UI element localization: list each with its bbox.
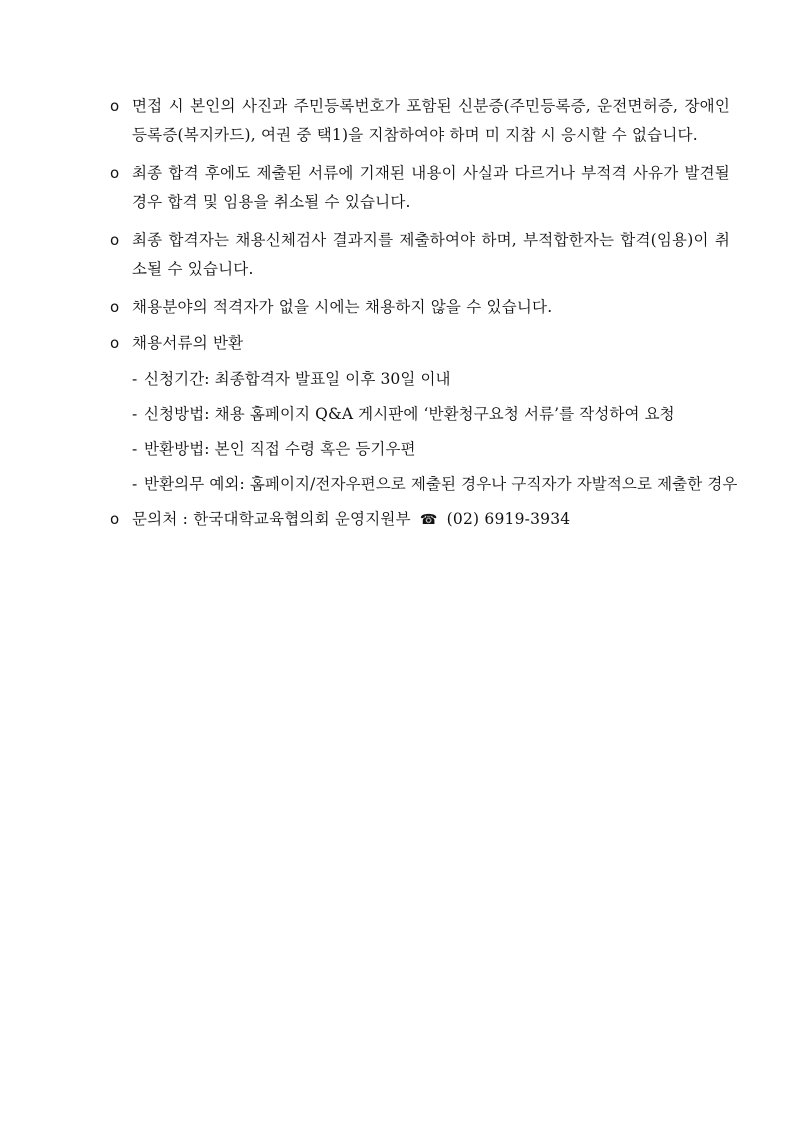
- contact-info: [110, 505, 730, 535]
- return-method: [110, 400, 730, 429]
- notice-list: [110, 92, 738, 544]
- bullet-marker: o: [110, 231, 120, 249]
- detail-text: 반환의무 예외: 홈페이지/전자우편으로 제출된 경우나 구직자가 자발적으로 제출한 경우: [144, 475, 738, 493]
- notice-text: 최종 합격자는 채용신체검사 결과지를 제출하여야 하며, 부적합한자는 합격(임용)이 취소될 수 있습니다.: [132, 231, 730, 278]
- bullet-marker: o: [110, 164, 120, 182]
- dash-marker: -: [132, 475, 138, 493]
- notice-item-document-verification: [110, 159, 730, 217]
- notice-text: 채용서류의 반환: [132, 334, 244, 352]
- notice-text: 면접 시 본인의 사진과 주민등록번호가 포함된 신분증(주민등록증, 운전면허증, 장애인등록증(복지카드), 여권 중 택1)을 지참하여야 하며 미 지참 시 응시할 수 없습니다.: [132, 97, 730, 144]
- detail-text: 신청기간: 최종합격자 발표일 이후 30일 이내: [144, 370, 451, 388]
- bullet-marker: o: [110, 97, 120, 115]
- notice-item-medical-check: [110, 226, 730, 284]
- document-return-details: [110, 365, 738, 499]
- detail-text: 신청방법: 채용 홈페이지 Q&A 게시판에 ‘반환청구요청 서류’를 작성하여 요청: [144, 405, 675, 423]
- return-delivery: [110, 435, 730, 464]
- notice-item-id-requirement: [110, 92, 730, 150]
- return-exception: [110, 470, 738, 499]
- notice-item-document-return: [110, 329, 730, 358]
- contact-phone: (02) 6919-3934: [446, 510, 571, 528]
- dash-marker: -: [132, 370, 138, 388]
- notice-item-no-hire: [110, 293, 730, 322]
- dash-marker: -: [132, 405, 138, 423]
- bullet-marker: o: [110, 298, 120, 316]
- bullet-marker: o: [110, 510, 120, 528]
- contact-label: 문의처 : 한국대학교육협의회 운영지원부: [132, 510, 411, 528]
- detail-text: 반환방법: 본인 직접 수령 혹은 등기우편: [144, 440, 416, 458]
- notice-text: 최종 합격 후에도 제출된 서류에 기재된 내용이 사실과 다르거나 부적격 사유가 발견될 경우 합격 및 임용을 취소될 수 있습니다.: [132, 164, 730, 211]
- dash-marker: -: [132, 440, 138, 458]
- notice-text: 채용분야의 적격자가 없을 시에는 채용하지 않을 수 있습니다.: [132, 298, 553, 316]
- telephone-icon: ☎: [419, 512, 438, 528]
- bullet-marker: o: [110, 334, 120, 352]
- return-period: [110, 365, 730, 394]
